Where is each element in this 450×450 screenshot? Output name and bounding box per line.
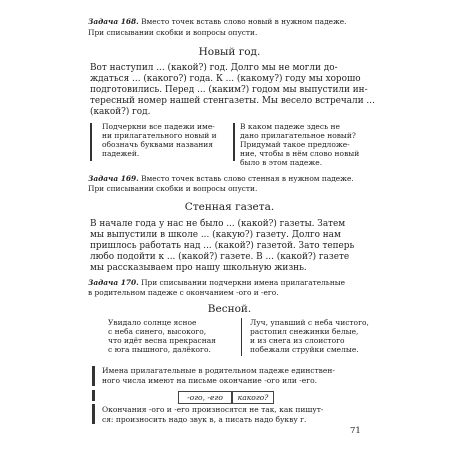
rule-box-bar: [92, 390, 95, 401]
rule-line: ного числа имеют на письме окончание -ого или -его.: [102, 376, 318, 385]
note-right-line: Придумай такое предложе-: [240, 140, 350, 149]
text-line: тересный номер нашей стенгазеты. Мы весело встречали ...: [90, 96, 375, 106]
poem-left-line: с неба синего, высокого,: [108, 327, 207, 336]
text-line: любо подойти к ... (какой?) газете. В ... (какой?) газете: [90, 252, 350, 262]
text-line: ждаться ... (какого?) года. К ... (какому?) году мы хорошо: [90, 74, 361, 84]
question-box: какого?: [232, 391, 274, 404]
task-168-line-2: При списывании скобки и вопросы опусти.: [88, 28, 258, 37]
note-left-line: обозначь буквами названия: [102, 140, 214, 149]
rule-left-bar: [92, 366, 95, 386]
task-168-line-1: Задача 168. Вместо точек вставь слово новый в нужном падеже.: [88, 17, 347, 26]
note-divider-bar: [233, 123, 235, 161]
text-line: мы рассказываем про нашу школьную жизнь.: [90, 263, 307, 273]
section-title-new-year: Новый год.: [198, 46, 261, 58]
note-right-line: было в этом падеже.: [240, 158, 323, 167]
task-170-label: Задача 170.: [88, 278, 139, 287]
note-right-line: В каком падеже здесь не: [240, 122, 340, 131]
section-title-wall-newspaper: Стенная газета.: [184, 201, 275, 213]
poem-left-line: Увидало солнце ясное: [108, 318, 197, 327]
task-169-line-1: Задача 169. Вместо точек вставь слово стенная в нужном падеже.: [88, 174, 354, 183]
pronunciation-bar: [92, 404, 95, 424]
section-title-spring: Весной.: [207, 303, 252, 315]
text-line: мы выпустили в школе ... (какую?) газету. Долго нам: [90, 230, 341, 240]
note-right-line: ние, чтобы в нём слово новый: [240, 149, 360, 158]
text-line: Вот наступил ... (какой?) год. Долго мы не могли до-: [90, 63, 338, 73]
poem-right-line: и из снега из слоистого: [250, 336, 345, 345]
text-line: (какой?) год.: [90, 107, 151, 117]
poem-left-line: с юга пышного, далёкого.: [108, 345, 211, 354]
pronunciation-line: Окончания -ого и -его произносятся не так, как пишут-: [102, 405, 324, 414]
text-line: В начале года у нас не было ... (какой?) газеты. Затем: [90, 219, 346, 229]
pronunciation-line: ся: произносить надо звук в, а писать надо букву г.: [102, 415, 307, 424]
page-number: 71: [350, 426, 361, 436]
note-left-line: ни прилагательного новый и: [102, 131, 217, 140]
task-168-label: Задача 168.: [88, 17, 139, 26]
poem-right-line: растопил снежинки белые,: [250, 327, 359, 336]
task-169-line-2: При списывании скобки и вопросы опусти.: [88, 184, 258, 193]
text-line: пришлось работать над ... (какой?) газетой. Зато теперь: [90, 241, 355, 251]
note-right-line: дано прилагательное новый?: [240, 131, 356, 140]
poem-divider: [241, 318, 242, 356]
ending-box: -ого, -его: [178, 391, 232, 404]
note-left-bar: [90, 123, 92, 161]
note-left-line: Подчеркни все падежи име-: [102, 122, 215, 131]
task-170-line-1: Задача 170. При списывании подчеркни имена прилагательные: [88, 278, 346, 287]
task-170-line-2: в родительном падеже с окончанием -ого и -его.: [88, 288, 279, 297]
text-line: подготовились. Перед ... (каким?) годом мы выпустили ин-: [90, 85, 368, 95]
poem-right-line: побежали струйки смелые.: [250, 345, 359, 354]
poem-left-line: что идёт весна прекрасная: [108, 336, 216, 345]
task-169-label: Задача 169.: [88, 174, 139, 183]
note-left-line: падежей.: [102, 149, 140, 158]
rule-line: Имена прилагательные в родительном падеже единствен-: [102, 366, 335, 375]
poem-right-line: Луч, упавший с неба чистого,: [250, 318, 369, 327]
